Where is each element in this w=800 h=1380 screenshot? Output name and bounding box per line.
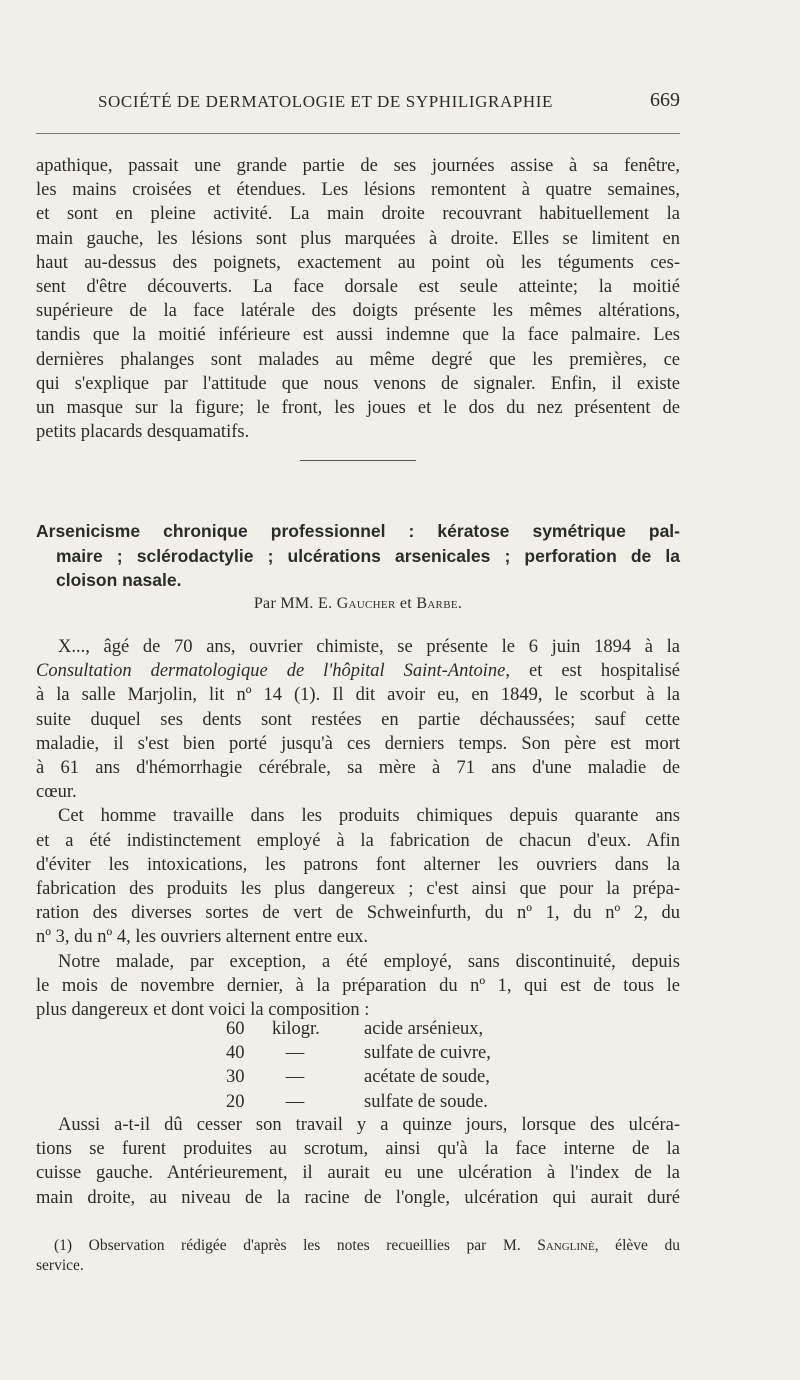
composition-row: [226, 1065, 491, 1089]
title-line: maire ; sclérodactylie ; ulcérations arsenicales ; perforation de la: [56, 545, 680, 566]
composition-row: [226, 1017, 491, 1041]
text-line: un masque sur la figure; le front, les joues et le dos du nez présentent de: [36, 398, 680, 419]
text-line: Notre malade, par exception, a été employé, sans discontinuité, depuis: [58, 951, 680, 972]
text-line: cœur.: [36, 782, 77, 803]
text-line: et sont en pleine activité. La main droite recouvrant habituellement la: [36, 204, 680, 225]
title-line: Arsenicisme chronique professionnel : kératose symétrique pal-: [36, 521, 680, 541]
text-line: qui s'explique par l'attitude que nous venons de signaler. Enfin, il existe: [36, 373, 680, 394]
italic-hospital: Consultation dermatologique de l'hôpital Saint-Antoine: [36, 661, 506, 682]
text-line: Cet homme travaille dans les produits chimiques depuis quarante ans: [58, 806, 680, 827]
unit: kilogr.: [272, 1019, 320, 1039]
composition-row: [226, 1041, 491, 1065]
text-line: suite duquel ses dents sont restées en partie déchaussées; sauf cette: [36, 709, 680, 730]
text-line: à 61 ans d'hémorrhagie cérébrale, sa mère à 71 ans d'une maladie de: [36, 758, 680, 779]
item: acétate de soude,: [364, 1067, 490, 1088]
item: sulfate de soude.: [364, 1091, 488, 1112]
footnote-line: service.: [36, 1257, 84, 1274]
dash: —: [285, 1067, 305, 1088]
author-barbe: Barbe.: [416, 595, 463, 612]
running-header: [36, 89, 680, 122]
article-body: [36, 635, 680, 1022]
text-line: et a été indistinctement employé à la fabrication de chacun d'eux. Afin: [36, 830, 680, 851]
text-line: dernières phalanges sont malades au même degré que les premières, ce: [36, 349, 680, 370]
footnote: [36, 1236, 680, 1276]
text-line: supérieure de la face latérale des doigts présente les mêmes altérations,: [36, 301, 680, 322]
title-line: cloison nasale.: [56, 570, 182, 590]
text-line: nº 3, du nº 4, les ouvriers alternent entre eux.: [36, 927, 369, 948]
qty: 40: [226, 1043, 245, 1064]
text-line: petits placards desquamatifs.: [36, 422, 250, 443]
text-line: ration des diverses sortes de vert de Schweinfurth, du nº 1, du nº 2, du: [36, 903, 680, 924]
footnote-text: (1) Observation rédigée d'après les notes recueillies par M.: [54, 1237, 538, 1254]
authors-conj: et: [395, 595, 417, 612]
paragraph-continued: [36, 154, 680, 444]
text-line: le mois de novembre dernier, à la préparation du nº 1, qui est de tous le: [36, 975, 680, 996]
text-line: tandis que la moitié inférieure est aussi indemne que la face palmaire. Les: [36, 325, 680, 346]
footnote-line: [36, 1236, 680, 1256]
authors-prefix: Par MM. E.: [253, 595, 337, 612]
text-line: [36, 659, 680, 683]
qty: 20: [226, 1091, 245, 1112]
text-line: haut au-dessus des poignets, exactement au point où les téguments ces-: [36, 252, 680, 273]
footnote-name: Sanglinè: [537, 1237, 595, 1254]
text-line: d'éviter les intoxications, les patrons font alterner les ouvriers dans la: [36, 854, 680, 875]
text-line: main gauche, les lésions sont plus marquées à droite. Elles se limitent en: [36, 228, 680, 249]
text-line: tions se furent produites au scrotum, ainsi qu'à la face interne de la: [36, 1139, 680, 1160]
article-title: [36, 519, 680, 593]
text-line: apathique, passait une grande partie de ses journées assise à sa fenêtre,: [36, 156, 680, 176]
text-line: les mains croisées et étendues. Les lésions remontent à quatre semaines,: [36, 180, 680, 201]
text-line: X..., âgé de 70 ans, ouvrier chimiste, se présente le 6 juin 1894 à la: [58, 637, 680, 657]
dash: —: [285, 1091, 305, 1112]
article-body-continued: [36, 1113, 680, 1210]
qty: 30: [226, 1067, 245, 1088]
section-separator: [300, 460, 416, 461]
footnote-text-end: , élève du: [594, 1237, 680, 1254]
text-line: main droite, au niveau de la racine de l'ongle, ulcération qui aurait duré: [36, 1187, 680, 1208]
item: acide arsénieux,: [364, 1019, 484, 1039]
composition-row: [226, 1090, 491, 1114]
text-line: fabrication des produits les plus dangereux ; c'est ainsi que pour la prépa-: [36, 879, 680, 900]
qty: 60: [226, 1019, 245, 1039]
page-number: 669: [650, 89, 680, 111]
dash: —: [285, 1043, 305, 1064]
composition-list: [226, 1017, 491, 1114]
text-line: à la salle Marjolin, lit nº 14 (1). Il dit avoir eu, en 1849, le scorbut à la: [36, 685, 680, 706]
header-rule: [36, 133, 680, 134]
author-gaucher: Gaucher: [336, 595, 396, 612]
text-rest: , et est hospitalisé: [505, 661, 680, 682]
text-line: sent d'être découverts. La face dorsale est seule atteinte; la moitié: [36, 277, 680, 298]
text-line: cuisse gauche. Antérieurement, il aurait eu une ulcération à l'index de la: [36, 1163, 680, 1184]
item: sulfate de cuivre,: [364, 1043, 491, 1064]
authors-line: [0, 595, 716, 613]
text-line: maladie, il s'est bien porté jusqu'à ces derniers temps. Son père est mort: [36, 733, 680, 754]
text-line: Aussi a-t-il dû cesser son travail y a quinze jours, lorsque des ulcéra-: [58, 1115, 680, 1135]
running-title: SOCIÉTÉ DE DERMATOLOGIE ET DE SYPHILIGRAPHIE: [98, 92, 554, 111]
text-line: plus dangereux et dont voici la composition :: [36, 1000, 370, 1021]
